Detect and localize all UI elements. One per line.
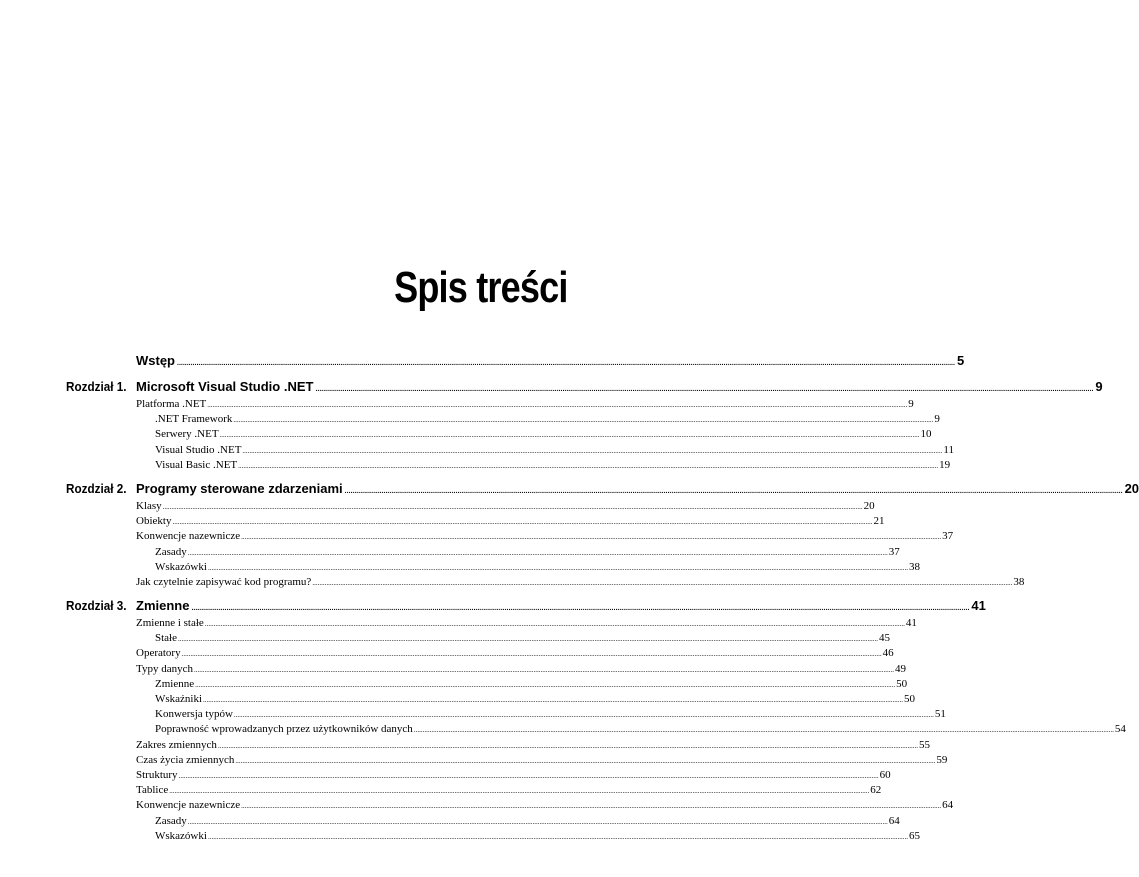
toc-page-number: 10: [920, 428, 932, 441]
dot-leader: ................................................................................................................................................................................................................................................................................................................................................................................................................: [233, 416, 934, 425]
toc-title: Zasady: [155, 814, 187, 827]
dot-leader: ................................................................................................................................................................................................................................................................................................................................................................................................................: [169, 787, 870, 796]
toc-title: Visual Basic .NET: [155, 458, 238, 471]
toc-chapter-row: [0, 350, 965, 372]
dot-leader: ................................................................................................................................................................................................................................................................................................................................................................................................................: [207, 563, 908, 572]
toc-line: [136, 515, 885, 528]
toc-title: Konwencje nazewnicze: [136, 530, 241, 543]
toc-subentry: [0, 545, 900, 561]
toc-title: Wstęp: [136, 353, 175, 368]
dot-leader: ................................................................................................................................................................................................................................................................................................................................................................................................................: [204, 620, 905, 629]
toc-page-number: 9: [934, 413, 940, 426]
toc-line: [136, 575, 1025, 588]
toc-title: Zmienne i stałe: [136, 617, 204, 630]
toc-title: Visual Studio .NET: [155, 443, 242, 456]
toc-title: Wskazówki: [155, 829, 207, 842]
toc-title: Czas życia zmiennych: [136, 753, 235, 766]
toc-subentry: [0, 693, 916, 708]
toc-entry: [0, 575, 1025, 591]
toc-page-number: 41: [971, 598, 986, 614]
toc-title: Jak czytelnie zapisywać kod programu?: [136, 575, 312, 588]
toc-line: [136, 738, 930, 751]
dot-leader: ................................................................................................................................................................................................................................................................................................................................................................................................................: [203, 696, 904, 704]
toc-entry: [0, 662, 906, 678]
toc-subentry: [0, 632, 890, 647]
toc-title: Serwery .NET: [155, 428, 219, 441]
toc-entry: [0, 515, 885, 530]
toc-line: [136, 647, 894, 660]
toc-entry: [0, 768, 891, 784]
toc-title: Zakres zmiennych: [136, 738, 217, 751]
dot-leader: ................................................................................................................................................................................................................................................................................................................................................................................................................: [241, 533, 942, 542]
chapter-number: Rozdział 2.: [66, 480, 127, 496]
toc-page-number: 60: [879, 768, 891, 781]
toc-line: [155, 632, 890, 645]
toc-subentry: [0, 708, 946, 723]
toc-line: [155, 413, 940, 426]
toc-title: Zmienne: [155, 677, 195, 690]
toc-line: [155, 428, 932, 441]
toc-subentry: [0, 723, 1126, 738]
toc-title: Struktury: [136, 768, 178, 781]
toc-title: Klasy: [136, 499, 162, 512]
toc-subentry: [0, 814, 900, 830]
toc-title: Operatory: [136, 647, 181, 660]
dot-leader: ................................................................................................................................................................................................................................................................................................................................................................................................................: [312, 578, 1013, 587]
toc-title: Stałe: [155, 632, 177, 645]
toc-page-number: 50: [896, 677, 908, 690]
chapter-number: Rozdział 3.: [66, 598, 127, 614]
toc-page-number: 19: [939, 458, 951, 471]
toc-line: [155, 443, 955, 456]
toc-page-number: 45: [879, 632, 890, 645]
toc-entry: [0, 530, 954, 545]
dot-leader: ................................................................................................................................................................................................................................................................................................................................................................................................................: [241, 802, 942, 811]
toc-line: [155, 723, 1126, 736]
toc-page-number: 59: [936, 753, 948, 766]
toc-chapter-row: [0, 478, 1139, 500]
toc-page-number: 5: [956, 353, 965, 368]
toc-line: [155, 545, 900, 558]
toc-line: [155, 458, 951, 471]
dot-leader: ................................................................................................................................................................................................................................................................................................................................................................................................................: [191, 605, 970, 613]
toc-entry: [0, 398, 914, 413]
toc-page-number: 65: [908, 829, 920, 842]
toc-entry: [0, 753, 948, 769]
toc-title: Tablice: [136, 784, 169, 797]
dot-leader: ................................................................................................................................................................................................................................................................................................................................................................................................................: [413, 726, 1114, 735]
page-title: Spis treści: [394, 263, 568, 312]
toc-title: Zmienne: [136, 598, 190, 614]
toc-line: [155, 560, 920, 573]
toc-page-number: 37: [942, 530, 954, 543]
dot-leader: ................................................................................................................................................................................................................................................................................................................................................................................................................: [315, 386, 1094, 393]
toc-page-number: 41: [905, 617, 917, 630]
toc-entry: [0, 738, 930, 754]
toc-subentry: [0, 677, 908, 693]
dot-leader: ................................................................................................................................................................................................................................................................................................................................................................................................................: [235, 756, 936, 765]
toc-line: [136, 598, 986, 614]
toc-page-number: 49: [894, 662, 906, 675]
toc-page-number: 51: [934, 708, 946, 721]
dot-leader: ................................................................................................................................................................................................................................................................................................................................................................................................................: [219, 431, 920, 440]
dot-leader: ................................................................................................................................................................................................................................................................................................................................................................................................................: [217, 741, 918, 750]
dot-leader: ................................................................................................................................................................................................................................................................................................................................................................................................................: [178, 635, 878, 644]
toc-subentry: [0, 428, 932, 443]
toc-page-number: 20: [1124, 480, 1139, 496]
toc-line: [136, 768, 891, 781]
toc-page-number: 38: [908, 560, 920, 573]
dot-leader: ................................................................................................................................................................................................................................................................................................................................................................................................................: [195, 680, 896, 689]
toc-title: Konwencje nazewnicze: [136, 799, 241, 812]
toc-page-number: 20: [863, 499, 875, 512]
toc-subentry: [0, 413, 940, 428]
toc-page-number: 21: [873, 515, 885, 528]
toc-entry: [0, 647, 894, 662]
dot-leader: ................................................................................................................................................................................................................................................................................................................................................................................................................: [238, 461, 939, 470]
dot-leader: ................................................................................................................................................................................................................................................................................................................................................................................................................: [242, 446, 943, 455]
toc-title: Microsoft Visual Studio .NET: [136, 379, 314, 394]
toc-title: Konwersja typów: [155, 708, 233, 721]
toc-line: [136, 353, 965, 368]
toc-line: [136, 799, 954, 812]
toc-subentry: [0, 560, 920, 576]
dot-leader: ................................................................................................................................................................................................................................................................................................................................................................................................................: [207, 401, 908, 409]
toc-line: [155, 693, 916, 705]
chapter-number: Rozdział 1.: [66, 379, 127, 394]
toc-subentry: [0, 443, 955, 459]
toc-line: [136, 530, 954, 543]
toc-page-number: 50: [904, 693, 916, 705]
toc-page-number: 64: [888, 814, 900, 827]
toc-page-number: 55: [918, 738, 930, 751]
toc-title: Wskaźniki: [155, 693, 203, 705]
toc-line: [155, 708, 946, 721]
toc-page-number: 11: [943, 443, 955, 456]
toc-title: Zasady: [155, 545, 187, 558]
toc-page-number: 38: [1013, 575, 1025, 588]
dot-leader: ................................................................................................................................................................................................................................................................................................................................................................................................................: [187, 817, 888, 826]
dot-leader: ................................................................................................................................................................................................................................................................................................................................................................................................................: [181, 650, 882, 659]
toc-line: [136, 784, 882, 797]
toc-title: Wskazówki: [155, 560, 207, 573]
toc-line: [136, 662, 906, 675]
toc-title: Obiekty: [136, 515, 172, 528]
toc-line: [155, 677, 908, 690]
toc-entry: [0, 799, 954, 814]
toc-title: Poprawność wprowadzanych przez użytkowników danych: [155, 723, 413, 736]
toc-chapter-row: [0, 376, 1103, 398]
toc-title: Typy danych: [136, 662, 193, 675]
toc-page-number: 9: [1095, 379, 1103, 394]
toc-page-number: 46: [882, 647, 894, 660]
toc-page-number: 64: [942, 799, 954, 812]
dot-leader: ................................................................................................................................................................................................................................................................................................................................................................................................................: [162, 502, 863, 511]
toc-page-number: 9: [908, 398, 914, 410]
toc-subentry: [0, 829, 920, 845]
toc-chapter-row: [0, 595, 986, 617]
toc-line: [136, 379, 1103, 394]
toc-subentry: [0, 458, 951, 474]
dot-leader: ................................................................................................................................................................................................................................................................................................................................................................................................................: [172, 518, 873, 527]
toc-entry: [0, 784, 882, 799]
toc-page-number: 62: [870, 784, 882, 797]
dot-leader: ................................................................................................................................................................................................................................................................................................................................................................................................................: [233, 711, 934, 720]
toc-title: Platforma .NET: [136, 398, 207, 410]
toc-line: [136, 617, 917, 630]
dot-leader: ................................................................................................................................................................................................................................................................................................................................................................................................................: [193, 665, 894, 674]
toc-line: [136, 398, 914, 410]
toc-line: [136, 480, 1139, 496]
toc-line: [136, 753, 948, 766]
toc-line: [155, 814, 900, 827]
toc-entry: [0, 499, 875, 515]
dot-leader: ................................................................................................................................................................................................................................................................................................................................................................................................................: [177, 360, 955, 367]
dot-leader: ................................................................................................................................................................................................................................................................................................................................................................................................................: [207, 832, 908, 841]
table-of-contents: [0, 350, 1139, 845]
toc-title: Programy sterowane zdarzeniami: [136, 480, 343, 496]
dot-leader: ................................................................................................................................................................................................................................................................................................................................................................................................................: [178, 771, 879, 780]
dot-leader: ................................................................................................................................................................................................................................................................................................................................................................................................................: [344, 487, 1123, 495]
dot-leader: ................................................................................................................................................................................................................................................................................................................................................................................................................: [187, 548, 888, 557]
toc-line: [155, 829, 920, 842]
toc-title: .NET Framework: [155, 413, 233, 426]
toc-line: [136, 499, 875, 512]
toc-entry: [0, 617, 917, 632]
toc-page-number: 37: [888, 545, 900, 558]
toc-page-number: 54: [1114, 723, 1126, 736]
